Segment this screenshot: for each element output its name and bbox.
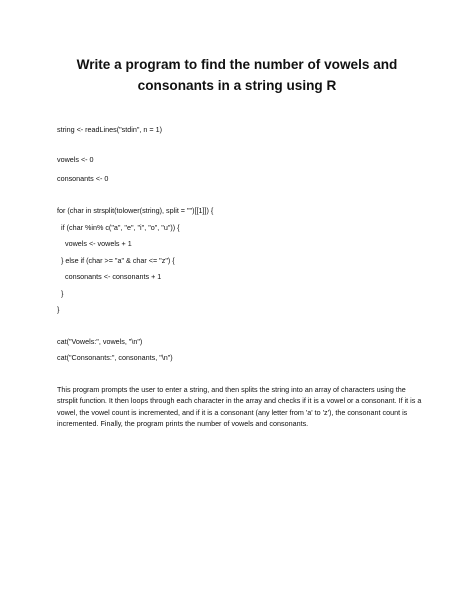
description-paragraph: This program prompts the user to enter a string, and then splits the string into an array of characters using the strsplit function. It then loops through each character in the array and checks if it is a vowel or a consonant. If it is a vowel, the vowel count is incremented, and if it is a consonant (any letter from 'a' to 'z'), the consonant count is incremented. Finally, the program prints the number of vowels and consonants. bbox=[57, 385, 422, 428]
code-line-cat-consonants: cat("Consonants:", consonants, "\n") bbox=[57, 353, 173, 362]
code-line-vowels-increment: vowels <- vowels + 1 bbox=[57, 239, 132, 248]
code-line-consonants-init: consonants <- 0 bbox=[57, 174, 109, 183]
code-line-consonants-increment: consonants <- consonants + 1 bbox=[57, 272, 162, 281]
page-title: Write a program to find the number of vowels and consonants in a string using R bbox=[76, 57, 398, 93]
code-line-vowels-init: vowels <- 0 bbox=[57, 155, 94, 164]
code-line-for-loop: for (char in strsplit(tolower(string), split = "")[[1]]) { bbox=[57, 206, 214, 215]
code-line-else-if: } else if (char >= "a" & char <= "z") { bbox=[57, 256, 175, 265]
code-line-if-vowel: if (char %in% c("a", "e", "i", "o", "u")) { bbox=[57, 223, 180, 232]
code-line-close-for: } bbox=[57, 305, 60, 314]
code-line-readlines: string <- readLines("stdin", n = 1) bbox=[57, 125, 162, 134]
code-line-cat-vowels: cat("Vowels:", vowels, "\n") bbox=[57, 337, 143, 346]
code-line-close-if: } bbox=[57, 289, 64, 298]
